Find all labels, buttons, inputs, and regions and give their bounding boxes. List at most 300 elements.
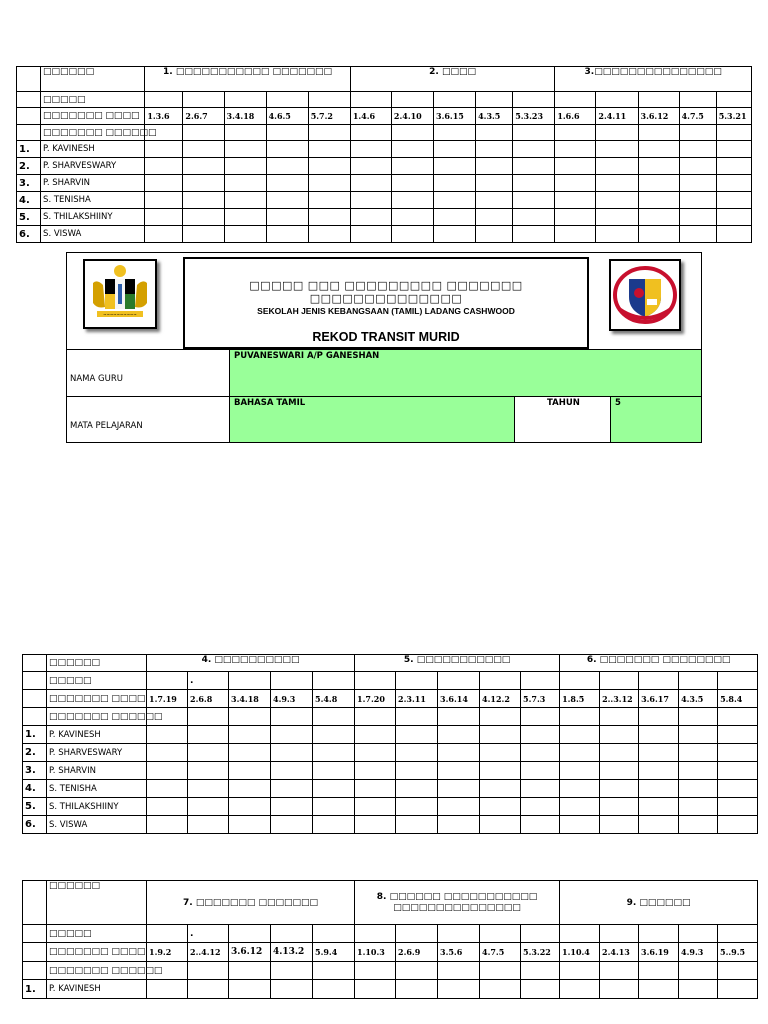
student-name: S. TENISHA: [47, 780, 147, 798]
standard-code: 3.4.18: [224, 108, 266, 125]
student-row: [17, 158, 752, 175]
mark-cell[interactable]: [271, 980, 313, 999]
mark-cell[interactable]: [313, 980, 355, 999]
mark-cell[interactable]: [600, 762, 639, 780]
mark-cell[interactable]: [480, 780, 521, 798]
mark-cell[interactable]: [555, 209, 596, 226]
mark-cell[interactable]: [521, 816, 560, 834]
standard-code: 5.3.21: [716, 108, 751, 125]
school-badge-icon: [611, 261, 679, 329]
standard-code: 2.4.10: [391, 108, 433, 125]
tahun-value: 5: [615, 398, 621, 408]
mark-cell[interactable]: [513, 226, 555, 243]
mark-cell[interactable]: [438, 744, 480, 762]
mark-cell[interactable]: [679, 175, 716, 192]
mark-cell[interactable]: [224, 192, 266, 209]
mark-cell[interactable]: [308, 175, 350, 192]
level-mark: .: [188, 672, 229, 690]
mark-cell[interactable]: [476, 141, 513, 158]
mark-cell[interactable]: [188, 798, 229, 816]
standard-code: 1.9.2: [147, 943, 188, 962]
standard-code: 1.4.6: [350, 108, 391, 125]
mark-cell[interactable]: [718, 780, 758, 798]
mark-cell[interactable]: [355, 762, 396, 780]
standard-code: 1.3.6: [145, 108, 183, 125]
mark-cell[interactable]: [555, 226, 596, 243]
mark-cell[interactable]: [308, 209, 350, 226]
mark-cell[interactable]: [266, 141, 308, 158]
subject-label: MATA PELAJARAN: [70, 421, 143, 431]
mark-cell[interactable]: [555, 175, 596, 192]
mark-cell[interactable]: [396, 762, 438, 780]
student-number: 5.: [23, 798, 47, 816]
mark-cell[interactable]: [391, 158, 433, 175]
mark-cell[interactable]: [679, 980, 718, 999]
student-name: P. KAVINESH: [47, 726, 147, 744]
mark-cell[interactable]: [145, 175, 183, 192]
mark-cell[interactable]: [718, 816, 758, 834]
mark-cell[interactable]: [600, 726, 639, 744]
mark-cell[interactable]: [476, 226, 513, 243]
mark-cell[interactable]: [271, 798, 313, 816]
mark-cell[interactable]: [183, 175, 224, 192]
mark-cell[interactable]: [434, 141, 476, 158]
standard-code: 1.10.3: [355, 943, 396, 962]
mark-cell[interactable]: [266, 192, 308, 209]
mark-cell[interactable]: [396, 980, 438, 999]
student-row: [23, 980, 758, 999]
mark-cell[interactable]: [229, 726, 271, 744]
standard-code: 4.9.3: [271, 690, 313, 708]
mark-cell[interactable]: [716, 141, 751, 158]
mark-cell[interactable]: [266, 209, 308, 226]
mark-cell[interactable]: [396, 780, 438, 798]
mark-cell[interactable]: [600, 816, 639, 834]
mark-cell[interactable]: [639, 744, 679, 762]
student-names-label: □□□□□□□ □□□□□□: [47, 708, 147, 726]
topic-header: 3.□□□□□□□□□□□□□□□: [555, 67, 752, 92]
mark-cell[interactable]: [313, 762, 355, 780]
mark-cell[interactable]: [716, 158, 751, 175]
student-names-label: □□□□□□□ □□□□□□: [41, 125, 145, 141]
tahun-value-cell: [611, 396, 701, 442]
mark-cell[interactable]: [308, 158, 350, 175]
mark-cell[interactable]: [679, 141, 716, 158]
mark-cell[interactable]: [679, 226, 716, 243]
mark-cell[interactable]: [229, 816, 271, 834]
mark-cell[interactable]: [638, 192, 679, 209]
mark-cell[interactable]: [313, 780, 355, 798]
mark-cell[interactable]: [391, 226, 433, 243]
mark-cell[interactable]: [596, 192, 638, 209]
mark-cell[interactable]: [555, 141, 596, 158]
standard-code: 3.6.15: [434, 108, 476, 125]
mark-cell[interactable]: [521, 780, 560, 798]
mark-cell[interactable]: [396, 816, 438, 834]
mark-cell[interactable]: [639, 980, 679, 999]
student-row: [17, 226, 752, 243]
mark-cell[interactable]: [229, 780, 271, 798]
mark-cell[interactable]: [145, 226, 183, 243]
mark-cell[interactable]: [480, 744, 521, 762]
standard-code: 2.6.8: [188, 690, 229, 708]
subject-name: BAHASA TAMIL: [234, 398, 306, 408]
teacher-name: PUVANESWARI A/P GANESHAN: [234, 351, 380, 361]
mark-cell[interactable]: [271, 780, 313, 798]
standard-code: 4.3.5: [476, 108, 513, 125]
tahun-label: TAHUN: [547, 398, 580, 408]
svg-text:~~~~~~~~~~: ~~~~~~~~~~: [103, 312, 137, 317]
mark-cell[interactable]: [188, 726, 229, 744]
mark-cell[interactable]: [188, 762, 229, 780]
mark-cell[interactable]: [355, 980, 396, 999]
mark-cell[interactable]: [145, 192, 183, 209]
mark-cell[interactable]: [147, 980, 188, 999]
standard-code: 2..3.12: [600, 690, 639, 708]
mark-cell[interactable]: [560, 980, 600, 999]
mark-cell[interactable]: [638, 209, 679, 226]
mark-cell[interactable]: [350, 192, 391, 209]
mark-cell[interactable]: [513, 192, 555, 209]
mark-cell[interactable]: [716, 209, 751, 226]
skill-label: □□□□□□: [41, 67, 145, 92]
mark-cell[interactable]: [308, 226, 350, 243]
mark-cell[interactable]: [438, 780, 480, 798]
student-number: 6.: [23, 816, 47, 834]
mark-cell[interactable]: [679, 192, 716, 209]
topic-header: 7. □□□□□□□ □□□□□□□: [147, 881, 355, 925]
mark-cell[interactable]: [224, 158, 266, 175]
student-name: P. SHARVESWARY: [41, 158, 145, 175]
student-name: S. VISWA: [47, 816, 147, 834]
mark-cell[interactable]: [391, 175, 433, 192]
mark-cell[interactable]: [145, 209, 183, 226]
standard-code: 1.7.19: [147, 690, 188, 708]
mark-cell[interactable]: [476, 158, 513, 175]
mark-cell[interactable]: [271, 816, 313, 834]
mark-cell[interactable]: [560, 744, 600, 762]
standard-label: □□□□□□□ □□□□: [47, 943, 147, 962]
school-name-tamil: □□□□□ □□□ □□□□□□□□□ □□□□□□□ □□□□□□□□□□□□□□: [249, 279, 523, 305]
mark-cell[interactable]: [639, 780, 679, 798]
standard-code: 1.10.4: [560, 943, 600, 962]
mark-cell[interactable]: [224, 141, 266, 158]
mark-cell[interactable]: [355, 726, 396, 744]
mark-cell[interactable]: [718, 726, 758, 744]
student-name: P. KAVINESH: [47, 980, 147, 999]
student-row: [23, 798, 758, 816]
info-panel: [66, 252, 702, 443]
mark-cell[interactable]: [308, 141, 350, 158]
tahun-label-cell: [515, 396, 611, 442]
topic-header: 6. □□□□□□□ □□□□□□□□: [560, 655, 758, 672]
mark-cell[interactable]: [555, 192, 596, 209]
mark-cell[interactable]: [638, 141, 679, 158]
mark-cell[interactable]: [639, 726, 679, 744]
standard-code: 2.3.11: [396, 690, 438, 708]
mark-cell[interactable]: [224, 209, 266, 226]
student-name: S. THILAKSHIINY: [41, 209, 145, 226]
mark-cell[interactable]: [229, 744, 271, 762]
mark-cell[interactable]: [718, 980, 758, 999]
mark-cell[interactable]: [313, 798, 355, 816]
mark-cell[interactable]: [271, 744, 313, 762]
mark-cell[interactable]: [596, 141, 638, 158]
student-number: 3.: [23, 762, 47, 780]
mark-cell[interactable]: [679, 816, 718, 834]
malaysia-crest-logo: [83, 259, 157, 329]
mark-cell[interactable]: [521, 726, 560, 744]
mark-cell[interactable]: [188, 816, 229, 834]
mark-cell[interactable]: [145, 141, 183, 158]
mark-cell[interactable]: [355, 744, 396, 762]
student-names-label: □□□□□□□ □□□□□□: [47, 962, 147, 980]
mark-cell[interactable]: [229, 798, 271, 816]
mark-cell[interactable]: [188, 980, 229, 999]
mark-cell[interactable]: [224, 226, 266, 243]
student-name: S. THILAKSHIINY: [47, 798, 147, 816]
standard-code: 4.7.5: [480, 943, 521, 962]
mark-cell[interactable]: [476, 209, 513, 226]
mark-cell[interactable]: [679, 762, 718, 780]
mark-cell[interactable]: [476, 175, 513, 192]
mark-cell[interactable]: [600, 744, 639, 762]
mark-cell[interactable]: [639, 798, 679, 816]
mark-cell[interactable]: [355, 798, 396, 816]
mark-cell[interactable]: [600, 980, 639, 999]
mark-cell[interactable]: [183, 141, 224, 158]
mark-cell[interactable]: [438, 816, 480, 834]
mark-cell[interactable]: [513, 141, 555, 158]
mark-cell[interactable]: [396, 798, 438, 816]
mark-cell[interactable]: [396, 744, 438, 762]
standard-code: 4.9.3: [679, 943, 718, 962]
student-number: 1.: [23, 980, 47, 999]
mark-cell[interactable]: [600, 798, 639, 816]
standard-code: 2.4.13: [600, 943, 639, 962]
skill-label: □□□□□□: [47, 655, 147, 672]
mark-cell[interactable]: [480, 762, 521, 780]
mark-cell[interactable]: [438, 798, 480, 816]
mark-cell[interactable]: [716, 226, 751, 243]
subject-value-cell: [230, 396, 515, 442]
mark-cell[interactable]: [480, 798, 521, 816]
mark-cell[interactable]: [596, 209, 638, 226]
student-number: 2.: [17, 158, 41, 175]
mark-cell[interactable]: [145, 158, 183, 175]
mark-cell[interactable]: [438, 762, 480, 780]
mark-cell[interactable]: [521, 798, 560, 816]
mark-cell[interactable]: [147, 762, 188, 780]
standard-code: 5.3.22: [521, 943, 560, 962]
mark-cell[interactable]: [313, 744, 355, 762]
mark-cell[interactable]: [313, 816, 355, 834]
mark-cell[interactable]: [476, 192, 513, 209]
mark-cell[interactable]: [391, 141, 433, 158]
mark-cell[interactable]: [638, 226, 679, 243]
mark-cell[interactable]: [560, 816, 600, 834]
mark-cell[interactable]: [638, 175, 679, 192]
mark-cell[interactable]: [308, 192, 350, 209]
standard-code: 5.9.4: [313, 943, 355, 962]
mark-cell[interactable]: [639, 762, 679, 780]
standard-code: 5.3.23: [513, 108, 555, 125]
mark-cell[interactable]: [716, 175, 751, 192]
level-label: □□□□□: [47, 925, 147, 943]
mark-cell[interactable]: [355, 816, 396, 834]
standard-code: 4.12.2: [480, 690, 521, 708]
mark-cell[interactable]: [434, 175, 476, 192]
mark-cell[interactable]: [188, 744, 229, 762]
mark-cell[interactable]: [266, 175, 308, 192]
standard-code: 5.7.2: [308, 108, 350, 125]
mark-cell[interactable]: [434, 226, 476, 243]
student-number: 1.: [17, 141, 41, 158]
mark-cell[interactable]: [188, 780, 229, 798]
mark-cell[interactable]: [596, 226, 638, 243]
mark-cell[interactable]: [521, 762, 560, 780]
mark-cell[interactable]: [560, 798, 600, 816]
school-logo: [609, 259, 681, 331]
mark-cell[interactable]: [183, 192, 224, 209]
teacher-label: NAMA GURU: [70, 374, 123, 384]
mark-cell[interactable]: [560, 780, 600, 798]
school-title-box: [183, 257, 589, 349]
student-number: 1.: [23, 726, 47, 744]
mark-cell[interactable]: [266, 158, 308, 175]
mark-cell[interactable]: [224, 175, 266, 192]
mark-cell[interactable]: [438, 980, 480, 999]
mark-cell[interactable]: [183, 158, 224, 175]
mark-cell[interactable]: [434, 209, 476, 226]
standard-label: □□□□□□□ □□□□: [41, 108, 145, 125]
mark-cell[interactable]: [350, 209, 391, 226]
mark-cell[interactable]: [718, 762, 758, 780]
standard-code: 4.6.5: [266, 108, 308, 125]
mark-cell[interactable]: [396, 726, 438, 744]
mark-cell[interactable]: [638, 158, 679, 175]
mark-cell[interactable]: [434, 158, 476, 175]
mark-cell[interactable]: [480, 726, 521, 744]
mark-cell[interactable]: [679, 726, 718, 744]
standard-code: 1.6.6: [555, 108, 596, 125]
student-row: [23, 780, 758, 798]
student-name: P. SHARVIN: [41, 175, 145, 192]
mark-cell[interactable]: [521, 744, 560, 762]
topic-header: 8. □□□□□□ □□□□□□□□□□□ □□□□□□□□□□□□□□□: [355, 881, 560, 925]
mark-cell[interactable]: [391, 209, 433, 226]
mark-cell[interactable]: [147, 798, 188, 816]
student-number: 4.: [17, 192, 41, 209]
mark-cell[interactable]: [147, 744, 188, 762]
mark-cell[interactable]: [718, 744, 758, 762]
standard-code: 4.3.5: [679, 690, 718, 708]
mark-cell[interactable]: [147, 780, 188, 798]
mark-cell[interactable]: [718, 798, 758, 816]
transit-table-3: [22, 880, 758, 999]
mark-cell[interactable]: [555, 158, 596, 175]
student-number: 2.: [23, 744, 47, 762]
student-number: 3.: [17, 175, 41, 192]
mark-cell[interactable]: [513, 209, 555, 226]
mark-cell[interactable]: [521, 980, 560, 999]
mark-cell[interactable]: [716, 192, 751, 209]
standard-code: 2.4.11: [596, 108, 638, 125]
mark-cell[interactable]: [355, 780, 396, 798]
mark-cell[interactable]: [350, 158, 391, 175]
mark-cell[interactable]: [600, 780, 639, 798]
mark-cell[interactable]: [560, 762, 600, 780]
level-mark: .: [188, 925, 229, 943]
student-name: P. SHARVESWARY: [47, 744, 147, 762]
mark-cell[interactable]: [438, 726, 480, 744]
mark-cell[interactable]: [147, 816, 188, 834]
level-label: □□□□□: [41, 92, 145, 108]
mark-cell[interactable]: [229, 980, 271, 999]
student-row: [23, 726, 758, 744]
mark-cell[interactable]: [480, 816, 521, 834]
mark-cell[interactable]: [434, 192, 476, 209]
student-row: [23, 816, 758, 834]
standard-code: 1.7.20: [355, 690, 396, 708]
topic-header: 5. □□□□□□□□□□□: [355, 655, 560, 672]
mark-cell[interactable]: [183, 226, 224, 243]
student-number: 6.: [17, 226, 41, 243]
mark-cell[interactable]: [183, 209, 224, 226]
student-row: [17, 141, 752, 158]
student-name: P. KAVINESH: [41, 141, 145, 158]
mark-cell[interactable]: [513, 158, 555, 175]
standard-code: 2.6.9: [396, 943, 438, 962]
mark-cell[interactable]: [513, 175, 555, 192]
mark-cell[interactable]: [679, 798, 718, 816]
coat-of-arms-icon: [85, 261, 155, 327]
mark-cell[interactable]: [679, 744, 718, 762]
mark-cell[interactable]: [350, 141, 391, 158]
mark-cell[interactable]: [596, 175, 638, 192]
mark-cell[interactable]: [229, 762, 271, 780]
mark-cell[interactable]: [679, 209, 716, 226]
standard-code: 3.4.18: [229, 690, 271, 708]
standard-code: 5.8.4: [718, 690, 758, 708]
mark-cell[interactable]: [560, 726, 600, 744]
topic-header: 9. □□□□□□: [560, 881, 758, 925]
transit-table-1: [16, 66, 752, 243]
mark-cell[interactable]: [147, 726, 188, 744]
mark-cell[interactable]: [313, 726, 355, 744]
student-row: [17, 209, 752, 226]
mark-cell[interactable]: [350, 226, 391, 243]
standard-code: 3.6.19: [639, 943, 679, 962]
mark-cell[interactable]: [480, 980, 521, 999]
student-row: [23, 744, 758, 762]
mark-cell[interactable]: [266, 226, 308, 243]
mark-cell[interactable]: [596, 158, 638, 175]
mark-cell[interactable]: [350, 175, 391, 192]
mark-cell[interactable]: [271, 726, 313, 744]
topic-header: 4. □□□□□□□□□□: [147, 655, 355, 672]
standard-code: 5..9.5: [718, 943, 758, 962]
mark-cell[interactable]: [679, 780, 718, 798]
mark-cell[interactable]: [679, 158, 716, 175]
standard-code: 3.6.12: [638, 108, 679, 125]
standard-code: 4.7.5: [679, 108, 716, 125]
mark-cell[interactable]: [271, 762, 313, 780]
mark-cell[interactable]: [391, 192, 433, 209]
teacher-value-cell: [230, 349, 701, 396]
level-label: □□□□□: [47, 672, 147, 690]
mark-cell[interactable]: [639, 816, 679, 834]
